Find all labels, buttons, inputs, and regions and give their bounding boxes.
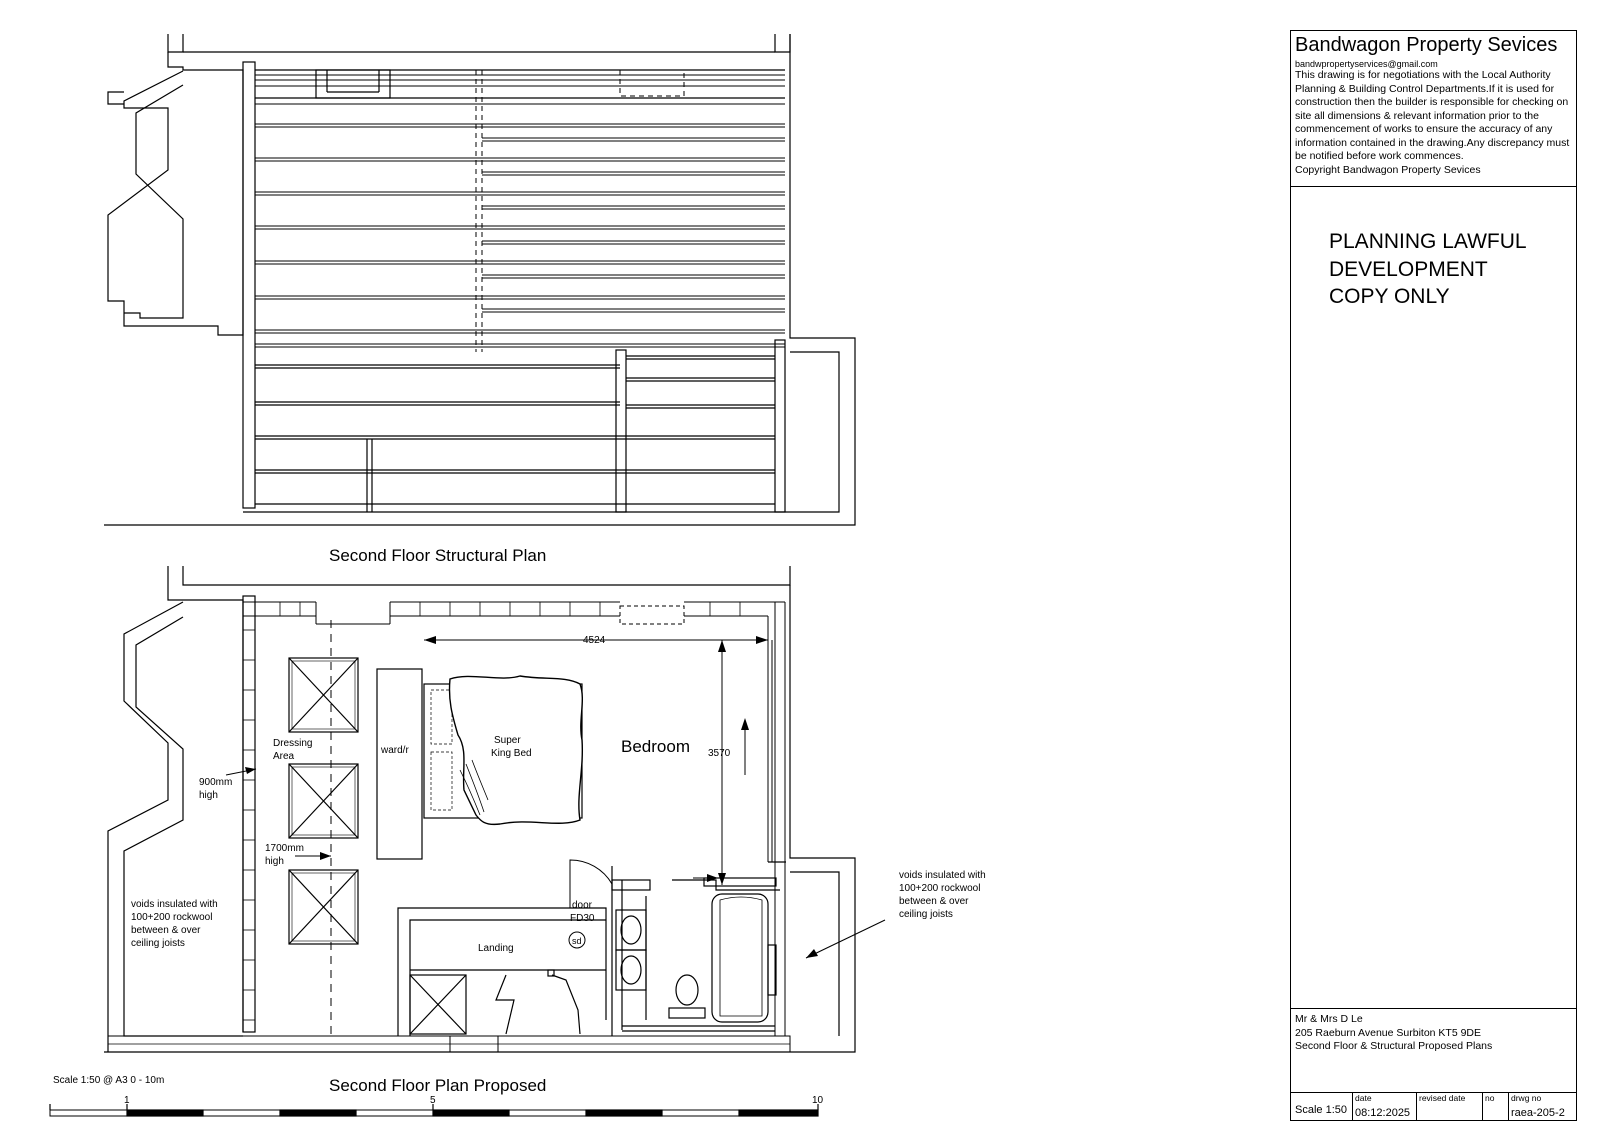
- drawing-no-cell: [1509, 1093, 1576, 1120]
- date-value: 08:12:2025: [1355, 1107, 1411, 1119]
- landing-label: Landing: [478, 943, 514, 954]
- revision-no-label: no: [1485, 1093, 1495, 1103]
- smoke-detector-label: sd: [572, 936, 582, 946]
- scale-tick-5: 5: [430, 1095, 436, 1106]
- planning-stamp: [1329, 228, 1527, 311]
- void-note-left-2: 100+200 rockwool: [131, 912, 213, 923]
- drawing-title: Second Floor & Structural Proposed Plans: [1295, 1040, 1493, 1052]
- height-900-line1: 900mm: [199, 777, 233, 788]
- void-note-right-2: 100+200 rockwool: [899, 883, 981, 894]
- site-address: 205 Raeburn Avenue Surbiton KT5 9DE: [1295, 1026, 1482, 1039]
- bathroom: [616, 862, 786, 1031]
- wardrobe-label: ward/r: [381, 745, 409, 756]
- door-label-line2: FD30: [570, 913, 595, 924]
- title-block-header: [1291, 31, 1576, 187]
- structural-plan: [104, 34, 855, 525]
- title-block-info-row: [1291, 1092, 1576, 1120]
- client-name: Mr & Mrs D Le: [1295, 1013, 1363, 1025]
- door-label-line1: door: [572, 900, 593, 911]
- company-name: Bandwagon Property Sevices: [1295, 34, 1558, 56]
- revised-date-cell: [1417, 1093, 1483, 1120]
- scale-caption: Scale 1:50 @ A3 0 - 10m: [53, 1075, 165, 1086]
- bedroom-label: Bedroom: [621, 737, 690, 756]
- title-block-footer: [1291, 1008, 1576, 1120]
- void-note-left-4: ceiling joists: [131, 938, 185, 949]
- height-900-line2: high: [199, 790, 218, 801]
- stamp-line-1: PLANNING LAWFUL: [1329, 230, 1527, 253]
- revision-no-cell: [1483, 1093, 1509, 1120]
- date-label: date: [1355, 1093, 1372, 1103]
- void-note-right-3: between & over: [899, 896, 969, 907]
- disclaimer-text: This drawing is for negotiations with the Local Authority Planning & Building Control Departments.If it is used for construction then the builder is responsible for checking on site all dimensions & relevant information prior to the commencement of works to ensure the accuracy of any information contained in the drawing.Any discrepancy must be notified before work commences.: [1295, 69, 1570, 162]
- proposed-plan: [104, 566, 885, 1052]
- height-1700-line1: 1700mm: [265, 843, 304, 854]
- wardrobe: [377, 669, 422, 859]
- rooflight-1: [289, 658, 358, 732]
- stamp-line-2: DEVELOPMENT: [1329, 257, 1488, 281]
- void-note-left-1: voids insulated with: [131, 899, 218, 910]
- date-cell: [1353, 1093, 1417, 1120]
- dimension-width: 4524: [583, 635, 606, 646]
- structural-plan-title: Second Floor Structural Plan: [329, 546, 547, 565]
- rooflight-2: [289, 764, 358, 838]
- copyright-text: Copyright Bandwagon Property Sevices: [1295, 163, 1481, 176]
- void-note-right-1: voids insulated with: [899, 870, 986, 881]
- dressing-area-line1: Dressing: [273, 738, 313, 749]
- revised-date-label: revised date: [1419, 1093, 1466, 1103]
- void-note-right-4: ceiling joists: [899, 909, 953, 920]
- dimension-height: 3570: [708, 748, 731, 759]
- scale-tick-10: 10: [812, 1095, 824, 1106]
- scale-value: Scale 1:50: [1295, 1104, 1347, 1116]
- scale-tick-1: 1: [124, 1095, 130, 1106]
- bed-label-line1: Super: [494, 735, 521, 746]
- void-note-left-3: between & over: [131, 925, 201, 936]
- bed-label-line2: King Bed: [491, 748, 532, 759]
- drawing-no-value: raea-205-2: [1511, 1107, 1565, 1119]
- height-1700-line2: high: [265, 856, 284, 867]
- company-email: bandwpropertyservices@gmail.com: [1295, 59, 1438, 69]
- landing-stairs: [398, 860, 650, 1036]
- title-block: [1290, 30, 1577, 1121]
- stamp-line-3: COPY ONLY: [1329, 285, 1450, 308]
- scale-cell: [1291, 1093, 1353, 1120]
- rooflight-3: [289, 870, 358, 944]
- drawing-no-label: drwg no: [1511, 1093, 1542, 1103]
- dressing-area-line2: Area: [273, 751, 295, 762]
- proposed-plan-title: Second Floor Plan Proposed: [329, 1076, 547, 1095]
